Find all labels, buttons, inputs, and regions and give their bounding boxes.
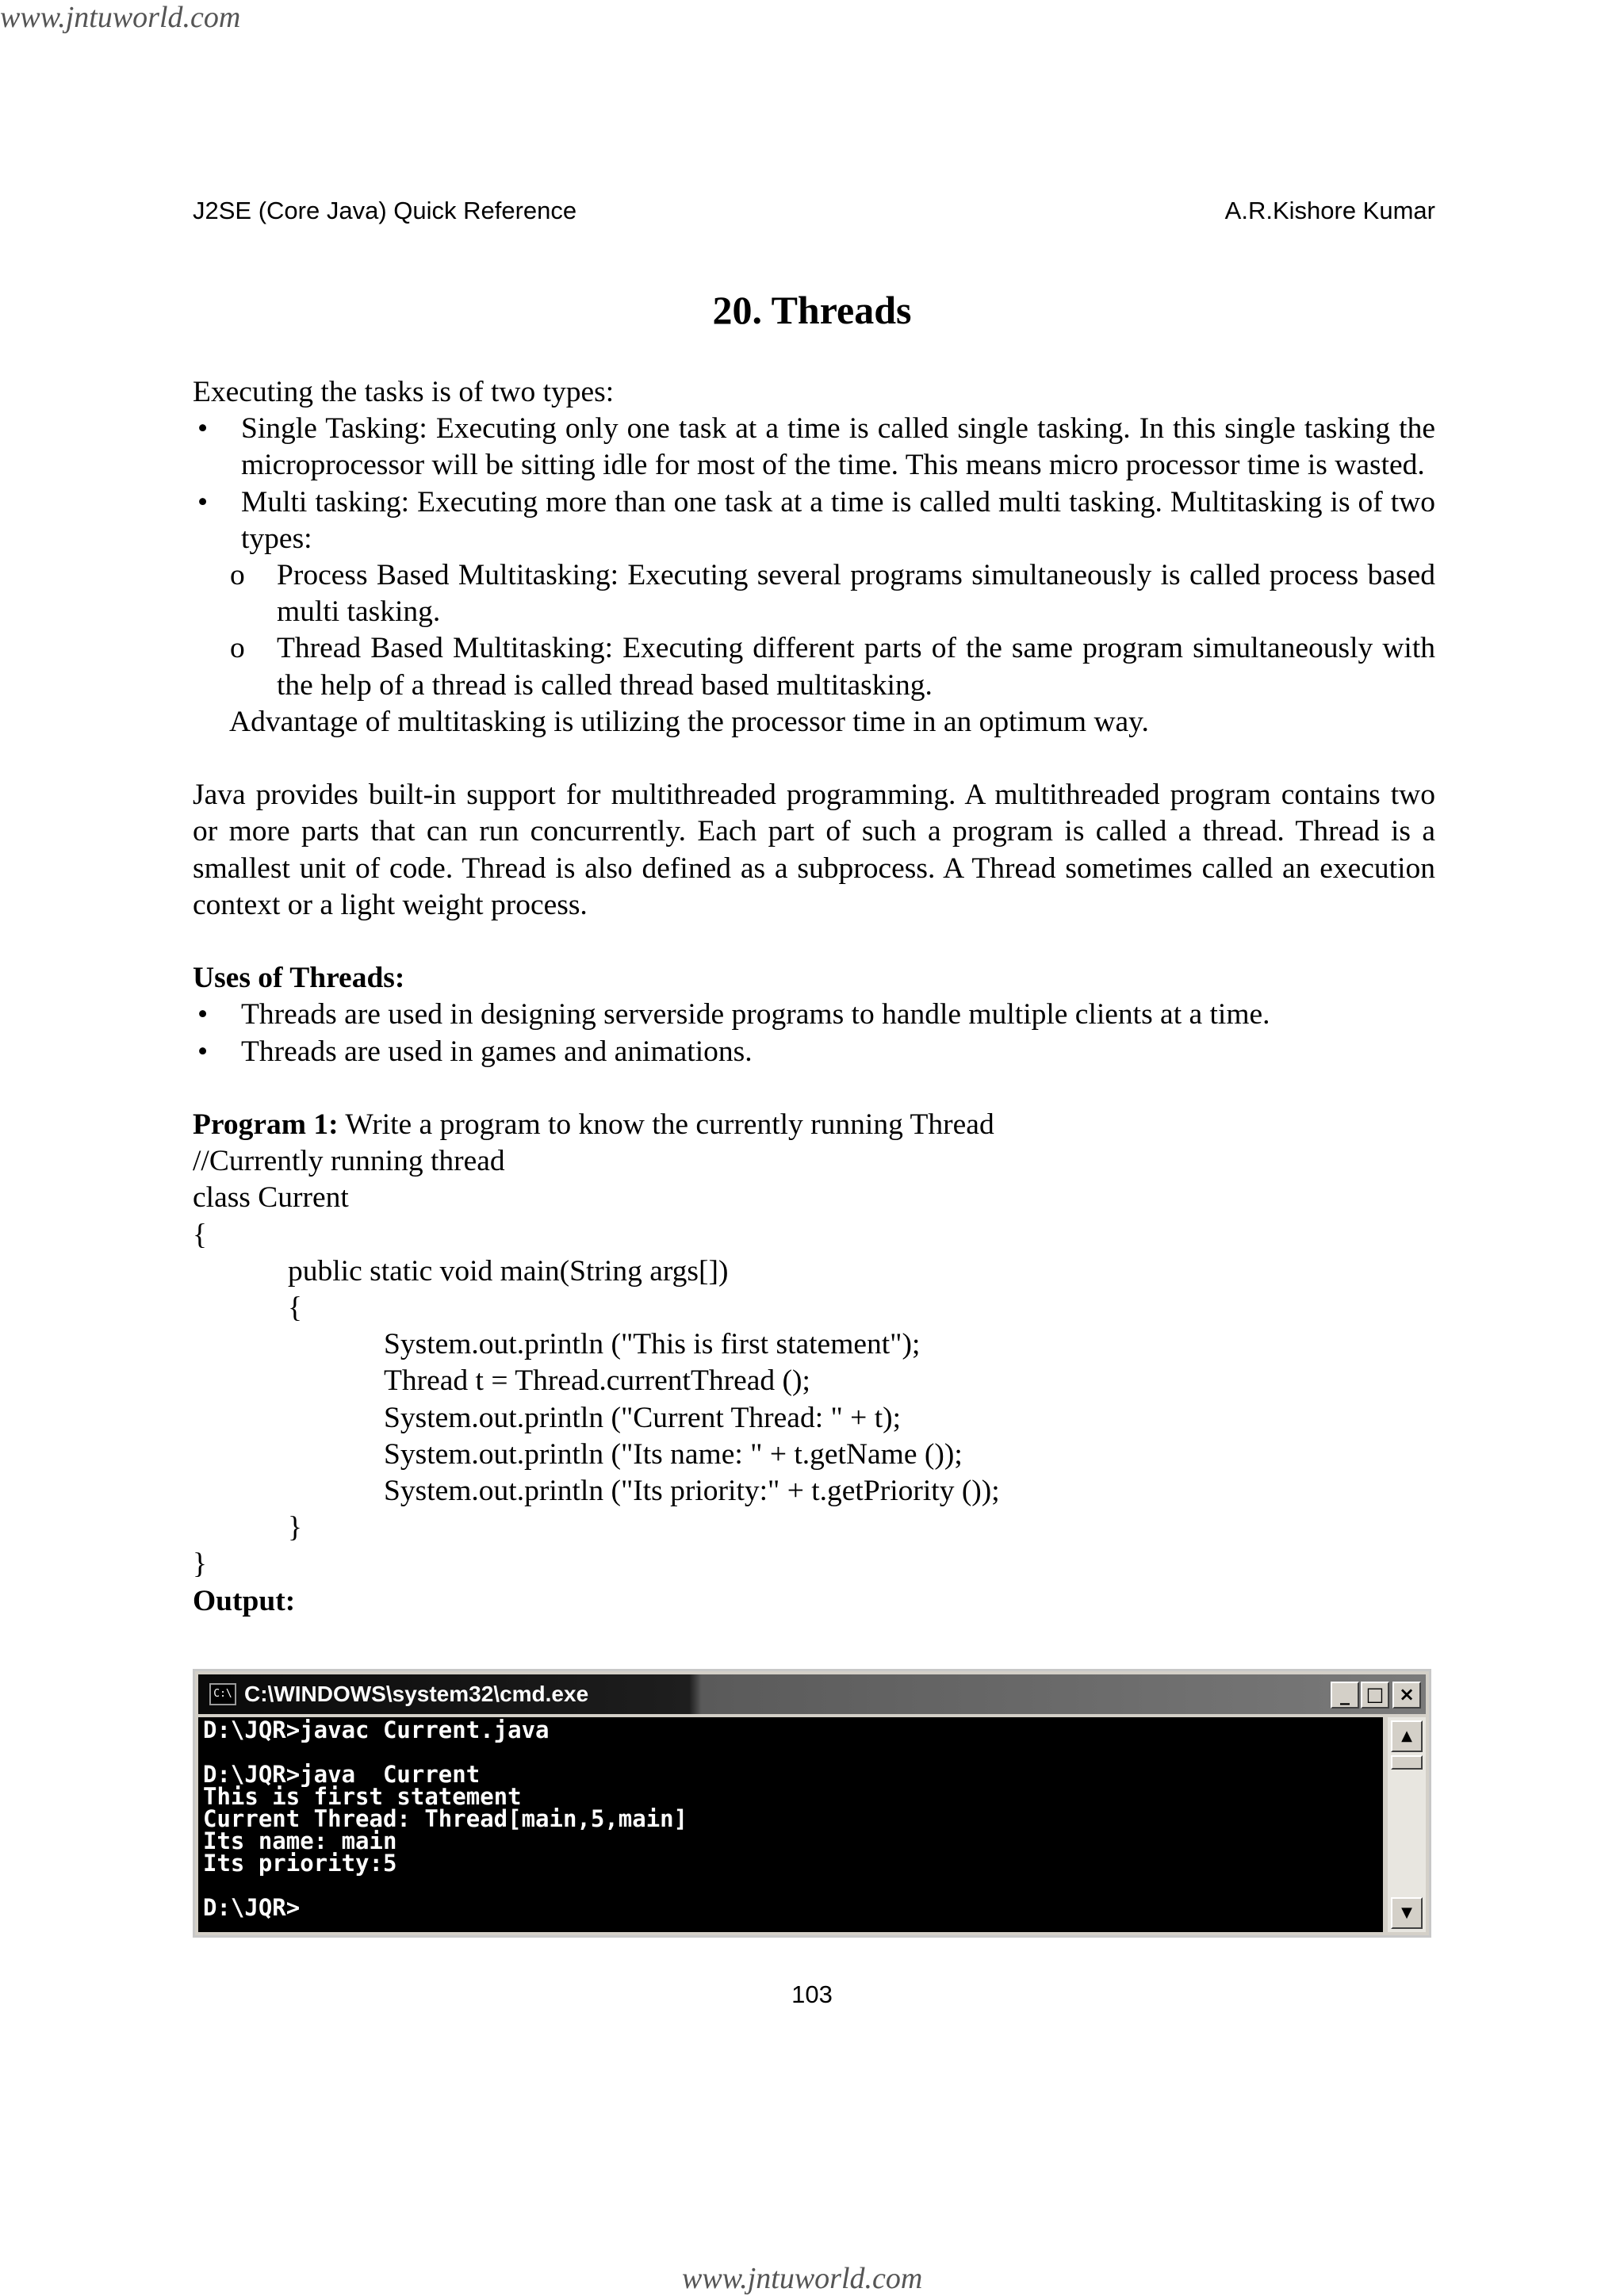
bullet-icon: • <box>197 1035 209 1068</box>
output-label: Output: <box>193 1584 296 1617</box>
cmd-app-icon: C:\ <box>209 1683 236 1705</box>
intro-text: Executing the tasks is of two types: <box>193 376 615 408</box>
list-item-multi-tasking <box>193 484 1435 557</box>
code-line: //Currently running thread <box>193 1145 505 1178</box>
console-line: This is first statement <box>203 1783 522 1810</box>
console-line: Current Thread: Thread[main,5,main] <box>203 1805 688 1832</box>
bullet-icon: • <box>197 998 209 1031</box>
page-body <box>193 374 1435 1620</box>
sub-bullet-icon: o <box>230 632 245 665</box>
minimize-icon: _ <box>1331 1682 1359 1709</box>
list-item-use-games <box>193 1034 1435 1070</box>
advantage-text: Advantage of multitasking is utilizing the processor time in an optimum way. <box>229 705 1149 738</box>
list-item-single-tasking <box>193 411 1435 484</box>
program-label: Program 1: <box>193 1108 339 1142</box>
code-line: System.out.println ("Current Thread: " + t); <box>384 1401 902 1434</box>
console-line: Its priority:5 <box>203 1850 397 1877</box>
cmd-window-screenshot <box>193 1669 1431 1938</box>
code-line: System.out.println ("Its priority:" + t.getPriority ()); <box>384 1475 1000 1508</box>
console-line <box>203 1874 1378 1896</box>
list-item-text: Thread Based Multitasking: Executing different parts of the same program simultaneously with the help of a thread is called thread based multitasking. <box>277 632 1435 702</box>
scroll-down-icon: ▼ <box>1391 1897 1423 1929</box>
cmd-window-title: C:\WINDOWS\system32\cmd.exe <box>244 1682 589 1706</box>
java-paragraph: Java provides built-in support for multithreaded programming. A multithreaded program contains two or more parts that can run concurrently. Each part of such a program is called a thread. Thread is a smallest unit of code. Thread is also defined as a subprocess. A Thread sometimes called an execution context or a light weight process. <box>193 779 1435 921</box>
program-description: Write a program to know the currently running Thread <box>338 1108 994 1142</box>
close-icon: × <box>1392 1682 1421 1709</box>
sub-bullet-icon: o <box>230 559 245 592</box>
code-line: } <box>193 1548 207 1581</box>
code-line: } <box>288 1511 302 1544</box>
uses-heading: Uses of Threads: <box>193 962 405 995</box>
bullet-icon: • <box>197 485 209 519</box>
scroll-thumb <box>1391 1755 1423 1770</box>
list-item-text: Single Tasking: Executing only one task at a time is called single tasking. In this single tasking the microprocessor will be sitting idle for most of the time. This means micro processor time is wasted. <box>241 412 1435 482</box>
chapter-title: 20. Threads <box>712 288 912 332</box>
list-item-process-based <box>193 557 1435 630</box>
code-line: System.out.println ("Its name: " + t.getName ()); <box>384 1437 963 1471</box>
code-line: System.out.println ("This is first statement"); <box>384 1328 921 1361</box>
cmd-console-output <box>198 1717 1383 1932</box>
cmd-scrollbar <box>1388 1717 1426 1932</box>
code-line: class Current <box>193 1181 349 1215</box>
code-line: { <box>193 1218 207 1251</box>
code-line: Thread t = Thread.currentThread (); <box>384 1364 810 1398</box>
code-line: public static void main(String args[]) <box>288 1254 729 1288</box>
cmd-title-bar <box>198 1674 1426 1714</box>
scroll-up-icon: ▲ <box>1391 1720 1423 1752</box>
list-item-text: Process Based Multitasking: Executing several programs simultaneously is called process based multi tasking. <box>277 559 1435 629</box>
console-line: D:\JQR> <box>203 1894 301 1921</box>
list-item-text: Threads are used in games and animations. <box>241 1035 753 1068</box>
tasking-types-list <box>193 411 1435 704</box>
code-listing <box>193 1143 1435 1582</box>
console-line: Its name: main <box>203 1827 397 1854</box>
bullet-icon: • <box>197 412 209 446</box>
list-item-thread-based <box>193 630 1435 703</box>
console-line: D:\JQR>javac Current.java <box>203 1717 550 1743</box>
list-item-text: Threads are used in designing serverside programs to handle multiple clients at a time. <box>241 998 1270 1031</box>
watermark-bottom: www.jntuworld.com <box>682 2262 923 2295</box>
list-item-text: Multi tasking: Executing more than one task at a time is called multi tasking. Multitasking is of two types: <box>241 485 1435 555</box>
code-line: { <box>288 1292 302 1325</box>
running-header-right: A.R.Kishore Kumar <box>1224 197 1435 224</box>
uses-list <box>193 997 1435 1070</box>
list-item-use-server <box>193 997 1435 1033</box>
running-header-left: J2SE (Core Java) Quick Reference <box>193 197 577 224</box>
console-line: D:\JQR>java Current <box>203 1761 481 1788</box>
maximize-icon: □ <box>1361 1682 1389 1709</box>
console-line <box>203 1741 1378 1763</box>
watermark-top: www.jntuworld.com <box>0 1 241 34</box>
program-heading <box>193 1107 1435 1143</box>
page-number: 103 <box>791 1980 833 2008</box>
